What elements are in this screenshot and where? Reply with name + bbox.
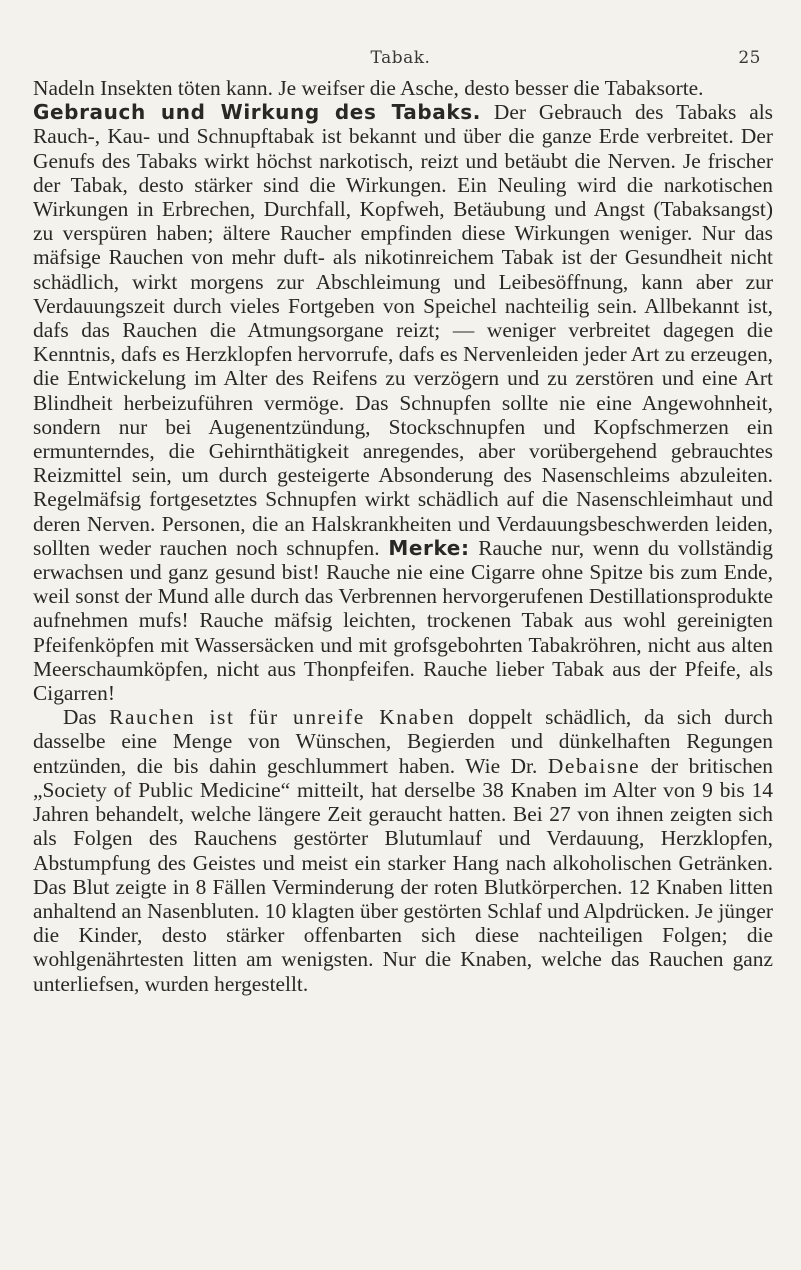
body-text [33,76,773,996]
section-text-2: Rauche nur, wenn du vollständig erwachsen und ganz gesund bist! Rauche nie eine Cigarre ohne Spitze bis zum Ende, weil sonst der Mund alle durch das Verbrennen hervorgerufenen Destillationsprodukte aufnehmen mufs! Rauche mäfsig leichten, trockenen Tabak aus wohl gereinigten Pfeifenköpfen mit Wassersäcken und mit grofsgebohrten Tabakröhren, nicht aus alten Meerschaumköpfen, nicht aus Thonpfeifen. Rauche lieber Tabak aus der Pfeife, als Cigarren! [33,535,773,706]
running-head-title: Tabak. [370,48,431,68]
running-head [0,48,801,74]
paragraph-3-spaced-b: Debaisne [547,753,641,778]
section-paragraph [33,100,773,705]
merke-label: Merke: [388,535,470,560]
paragraph-1-text: Nadeln Insekten töten kann. Je weifser die Asche, desto besser die Tabaksorte. [33,76,704,100]
paragraph-continuation [33,76,773,100]
section-heading: Gebrauch und Wirkung des Tabaks. [33,100,481,125]
paragraph-knaben [33,705,773,995]
paragraph-3-text-b: doppelt schädlich, da sich durch dasselbe eine Menge von Wünschen, Begierden und dünkelhaften Regungen entzünden, die bis dahin geschlummert haben. Wie Dr. [33,705,773,778]
paragraph-3-text-a: Das [63,705,110,730]
section-text-1: Der Gebrauch des Tabaks als Rauch-, Kau- und Schnupftabak ist bekannt und über die ganze Erde verbreitet. Der Genufs des Tabaks wirkt höchst narkotisch, reizt und betäubt die Nerven. Je frischer der Tabak, desto stärker sind die Wirkungen. Ein Neuling wird die narkotischen Wirkungen in Erbrechen, Durchfall, Kopfweh, Betäubung und Angst (Tabaksangst) zu verspüren haben; ältere Raucher empfinden diese Wirkungen weniger. Nur das mäfsige Rauchen von mehr duft- als nikotinreichem Tabak ist der Gesundheit nicht schädlich, wirkt morgens zur Abschleimung und Leibesöffnung, kann aber zur Verdauungszeit durch vieles Fortgeben von Speichel nachteilig sein. Allbekannt ist, dafs das Rauchen die Atmungsorgane reizt; — weniger verbreitet dagegen die Kenntnis, dafs es Herzklopfen hervorrufe, dafs es Nervenleiden jeder Art zu erzeugen, die Entwickelung im Alter des Reifens zu verzögern und zu zerstören und eine Art Blindheit herbeizuführen vermöge. Das Schnupfen sollte nie eine Angewohnheit, sondern nur bei Augenentzündung, Stockschnupfen und Kopfschmerzen ein ermunterndes, die Gehirnthätigkeit anregendes, aber vorübergehend gebrauchtes Reizmittel sein, um durch gesteigerte Absonderung des Nasenschleims abzuleiten. Regelmäfsig fortgesetztes Schnupfen wirkt schädlich auf die Nasenschleimhaut und deren Nerven. Personen, die an Halskrankheiten und Verdauungsbeschwerden leiden, sollten weder rauchen noch schnupfen. [33,100,774,560]
page-number: 25 [738,48,761,68]
paragraph-3-text-c: der britischen „Society of Public Medicine“ mitteilt, hat derselbe 38 Knaben im Alter von 9 bis 14 Jahren behandelt, welche längere Zeit geraucht hatten. Bei 27 von ihnen zeigten sich als Folgen des Rauchens gestörter Blutumlauf und Verdauung, Herzklopfen, Abstumpfung des Geistes und meist ein starker Hang nach alkoholischen Getränken. Das Blut zeigte in 8 Fällen Verminderung der roten Blutkörperchen. 12 Knaben litten anhaltend an Nasenbluten. 10 klagten über gestörten Schlaf und Alpdrücken. Je jünger die Kinder, desto stärker offenbarten sich diese nachteiligen Folgen; die wohlgenährtesten litten am wenigsten. Nur die Knaben, welche das Rauchen ganz unterliefsen, wurden hergestellt. [33,753,773,996]
paragraph-3-spaced-a: Rauchen ist für unreife Knaben [109,705,456,730]
